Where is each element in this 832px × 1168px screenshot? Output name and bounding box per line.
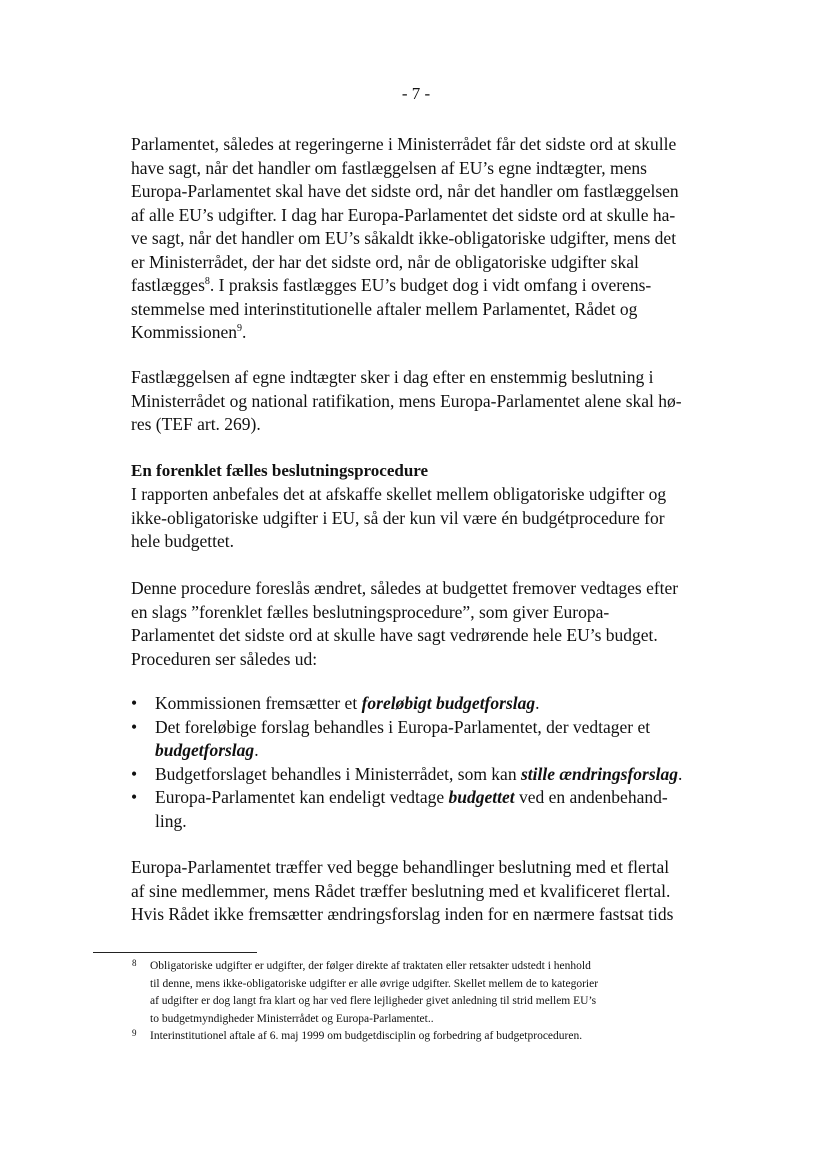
text-segment: Budgetforslaget behandles i Ministerrådet, som kan [155, 763, 521, 784]
text-line: Denne procedure foreslås ændret, således at budgettet fremover vedtages efter [131, 578, 679, 598]
text-line: Hvis Rådet ikke fremsætter ændringsforslag inden for en nærmere fastsat tids [131, 904, 674, 924]
text-line: I rapporten anbefales det at afskaffe skellet mellem obligatoriske udgifter og [131, 484, 667, 504]
text-segment: Kommissionen fremsætter et [155, 693, 362, 713]
paragraph-2 [131, 366, 731, 437]
text-line [155, 739, 771, 763]
text-line: ling. [155, 810, 187, 831]
text-line: Parlamentet det sidste ord at skulle have sagt vedrørende hele EU’s budget. [131, 625, 658, 645]
text-segment: Europa-Parlamentet kan endeligt vedtage [155, 787, 449, 807]
text-line [131, 321, 731, 345]
list-item [131, 763, 771, 787]
text-line: ve sagt, når det handler om EU’s såkaldt ikke-obligatoriske udgifter, mens det [131, 228, 677, 248]
paragraph-4 [131, 577, 731, 671]
text-segment: . [254, 740, 259, 760]
footnote-divider [93, 952, 257, 953]
text-segment: . I praksis fastlægges EU’s budget dog i vidt omfang i overens- [209, 275, 652, 295]
text-line [155, 786, 771, 810]
footnotes [118, 958, 738, 1046]
text-line: Det foreløbige forslag behandles i Europa-Parlamentet, der vedtager et [155, 716, 651, 737]
text-line: hele budgettet. [131, 531, 235, 551]
footnote-line: to budgetmyndigheder Ministerrådet og Europa-Parlamentet.. [150, 1012, 434, 1025]
text-line: Ministerrådet og national ratifikation, mens Europa-Parlamentet alene skal hø- [131, 390, 682, 411]
bullet-icon: • [131, 787, 138, 807]
emphasis: budgettet [448, 787, 515, 807]
text-line: ikke-obligatoriske udgifter i EU, så der kun vil være én budgétprocedure for [131, 507, 665, 528]
footnote-line: af udgifter er dog langt fra klart og har ved flere lejligheder givet anledning til strid mellem EU’s [150, 995, 597, 1007]
text-line: Europa-Parlamentet træffer ved begge behandlinger beslutning med et flertal [131, 857, 670, 877]
paragraph-3 [131, 483, 731, 554]
footnote-ref-8[interactable]: 8 [204, 276, 210, 288]
text-line: stemmelse med interinstitutionelle aftaler mellem Parlamentet, Rådet og [131, 298, 638, 319]
text-line: Fastlæggelsen af egne indtægter sker i dag efter en enstemmig beslutning i [131, 367, 654, 387]
footnote-8 [118, 958, 738, 1028]
paragraph-5 [131, 856, 731, 927]
text-line: en slags ”forenklet fælles beslutningsprocedure”, som giver Europa- [131, 601, 610, 622]
text-segment: . [535, 693, 540, 713]
text-line: Europa-Parlamentet skal have det sidste ord, når det handler om fastlæggelsen [131, 181, 679, 201]
footnote-ref-9[interactable]: 9 [236, 323, 242, 335]
list-item [131, 692, 771, 716]
footnote-9 [118, 1028, 738, 1046]
paragraph-1 [131, 133, 731, 345]
emphasis: budgetforslag [155, 740, 255, 760]
text-line: res (TEF art. 269). [131, 414, 261, 434]
footnote-line: Interinstitutionel aftale af 6. maj 1999 om budgetdisciplin og forbedring af budgetproceduren. [150, 1030, 583, 1042]
section-heading: En forenklet fælles beslutningsprocedure [131, 461, 429, 480]
footnote-line: til denne, mens ikke-obligatoriske udgifter er alle øvrige udgifter. Skellet mellem de to kategorier [150, 977, 599, 990]
bullet-icon: • [131, 693, 138, 713]
text-line: Parlamentet, således at regeringerne i Ministerrådet får det sidste ord at skulle [131, 134, 677, 154]
procedure-list [131, 692, 771, 833]
text-segment: ved en andenbehand- [514, 787, 668, 807]
footnote-line: Obligatoriske udgifter er udgifter, der følger direkte af traktaten eller retsakter udstedt i henhold [150, 960, 591, 972]
list-item [131, 716, 771, 763]
text-segment: Kommissionen [131, 322, 237, 342]
bullet-icon: • [131, 716, 138, 737]
page-number: - 7 - [401, 84, 431, 103]
text-line: af alle EU’s udgifter. I dag har Europa-Parlamentet det sidste ord at skulle ha- [131, 204, 676, 225]
emphasis: stille ændringsforslag [520, 763, 679, 784]
text-line: have sagt, når det handler om fastlæggelsen af EU’s egne indtægter, mens [131, 157, 647, 178]
text-line: er Ministerrådet, der har det sidste ord, når de obligatoriske udgifter skal [131, 251, 639, 272]
text-segment: fastlægges [131, 275, 205, 295]
text-segment: . [678, 763, 683, 784]
list-item [131, 786, 771, 833]
text-line: Proceduren ser således ud: [131, 648, 318, 669]
bullet-icon: • [131, 763, 138, 784]
text-segment: . [241, 322, 247, 342]
text-line: af sine medlemmer, mens Rådet træffer beslutning med et kvalificeret flertal. [131, 880, 671, 901]
footnote-mark: 9 [132, 1028, 137, 1038]
footnote-mark: 8 [132, 958, 137, 968]
emphasis: foreløbigt budgetforslag [361, 693, 536, 713]
text-line [131, 274, 731, 298]
